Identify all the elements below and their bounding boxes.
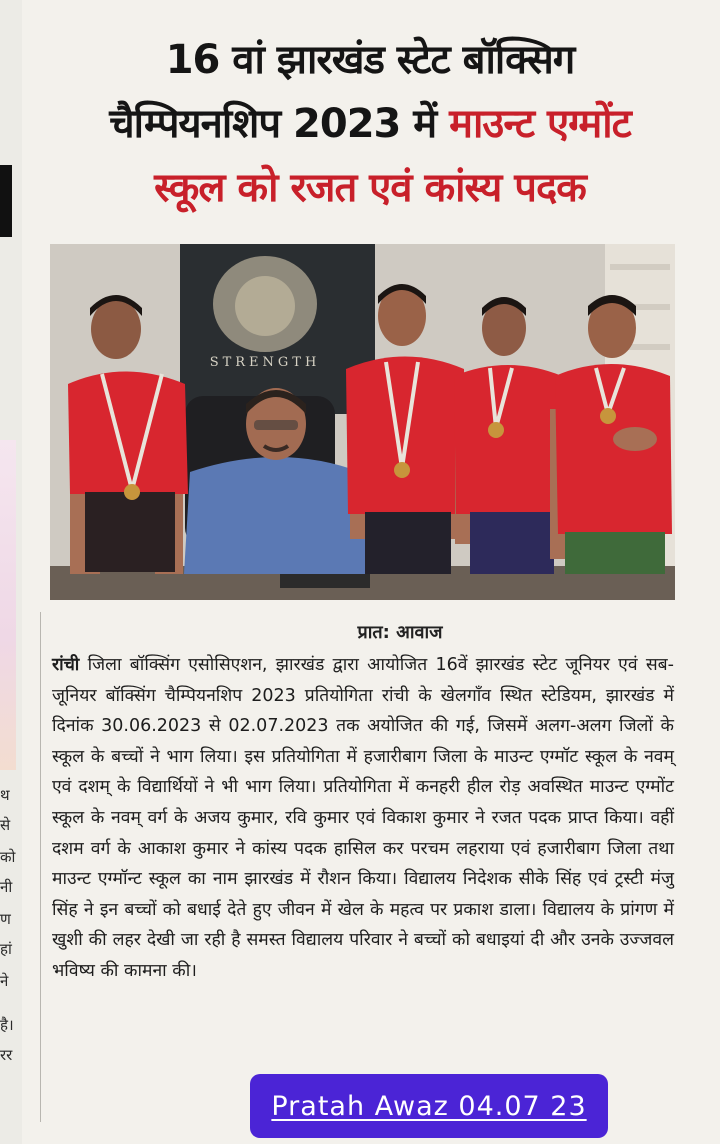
headline-line-2-black: चैम्पियनशिप 2023 में <box>109 101 450 147</box>
adjacent-fragment: है। <box>0 1016 14 1034</box>
photo-illustration <box>50 244 675 600</box>
dateline: रांची <box>52 655 80 675</box>
headline-line-2-red: माउन्ट एग्मोंट <box>449 101 631 147</box>
headline <box>40 28 700 220</box>
headline-line-3: स्कूल को रजत एवं कांस्य पदक <box>154 165 586 211</box>
adjacent-fragment: हां <box>0 940 12 958</box>
poster-lion-face <box>235 276 295 336</box>
adjacent-fragment: को <box>0 848 16 866</box>
headline-line-1: 16 वां झारखंड स्टेट बॉक्सिग <box>165 37 575 83</box>
desk-object <box>280 574 370 588</box>
adjacent-fragment: रर <box>0 1046 13 1064</box>
column-divider <box>40 612 41 1122</box>
article-text: जिला बॉक्सिंग एसोसिएशन, झारखंड द्वारा आयोजित 16वें झारखंड स्टेट जूनियर एवं सब- जूनियर बॉक्सिंग चैम्पियनशिप 2023 प्रतियोगिता रांची के खेलगाँव स्थित स्टेडियम, झारखंड में दिनांक 30.06.2023 से 02.07.2023 तक अयोजित की गई, जिसमें अलग-अलग जिलों के स्कूल के बच्चों ने भाग लिया। इस प्रतियोगिता में हजारीबाग जिला के माउन्ट एग्मॉट स्कूल के नवम् एवं दशम् के विद्यार्थियों ने भी भाग लिया। प्रतियोगिता में कनहरी हील रोड़ अवस्थित माउन्ट एग्मोंट स्कूल के नवम् वर्ग के अजय कुमार, रवि कुमार एवं विकाश कुमार ने रजत पदक प्राप्त किया। वहीं दशम वर्ग के आकाश कुमार ने कांस्य पदक हासिल कर परचम लहराया एवं हजारीबाग जिला तथा माउन्ट एग्मॉन्ट स्कूल का नाम झारखंड में रौशन किया। विद्यालय निदेशक सीके सिंह एवं ट्रस्टी मंजु सिंह ने इन बच्चों को बधाई देते हुए जीवन में खेल के महत्व पर प्रकाश डाला। विद्यालय के प्रांगण में खुशी की लहर देखी जा रही है समस्त विद्यालय परिवार ने बच्चों को बधाइयां दी और उनके उज्जवल भविष्य की कामना की। <box>52 655 674 981</box>
byline: प्रात: आवाज <box>357 622 443 643</box>
headline-line-2 <box>40 92 700 156</box>
source-date-tag <box>250 1074 608 1138</box>
adjacent-column-pink-band <box>0 440 16 770</box>
adjacent-column-strip <box>0 0 22 1144</box>
adjacent-fragment: थ <box>0 786 10 804</box>
source-date-label: Pratah Awaz 04.07 23 <box>271 1090 587 1122</box>
adjacent-fragment: नी <box>0 878 13 896</box>
news-photo <box>50 244 675 600</box>
poster-caption: STRENGTH <box>209 355 321 370</box>
adjacent-fragment: ने <box>0 972 9 990</box>
adjacent-column-black-block <box>0 165 12 237</box>
article-body <box>52 650 674 987</box>
adjacent-fragment: से <box>0 816 11 834</box>
adjacent-fragment: ण <box>0 910 11 928</box>
